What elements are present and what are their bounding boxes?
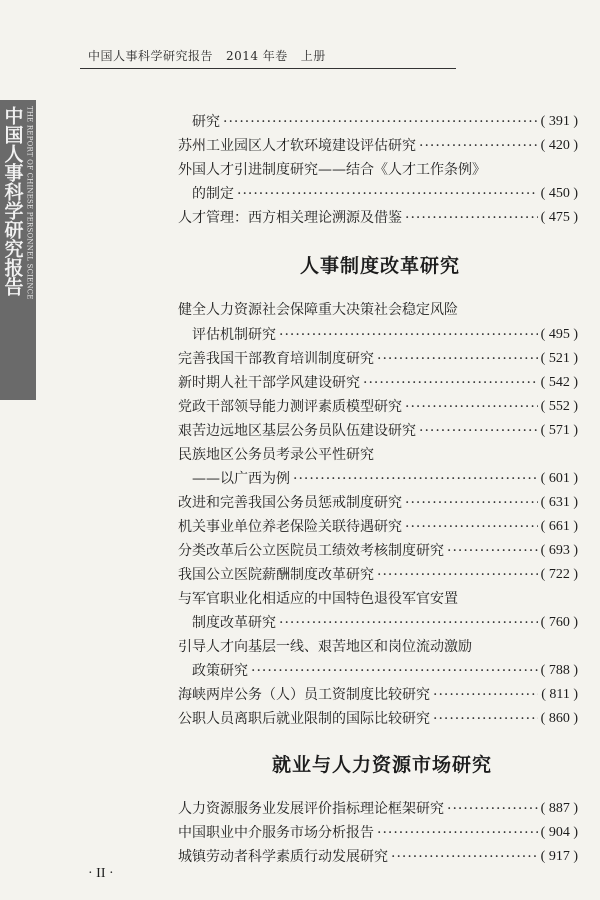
toc-entry-page: ( 887 ) — [540, 801, 578, 816]
toc-entry[interactable] — [192, 470, 578, 488]
toc-entry[interactable] — [178, 518, 578, 536]
toc-entry-title: 外国人才引进制度研究——结合《人才工作条例》 — [178, 162, 486, 178]
toc-entry-page: ( 917 ) — [540, 849, 578, 864]
toc-entry[interactable] — [178, 374, 578, 392]
toc-entry-title: 中国职业中介服务市场分析报告 — [178, 825, 374, 841]
page-number: · II · — [88, 866, 114, 881]
toc-entry[interactable] — [178, 446, 374, 464]
section-heading: 就业与人力资源市场研究 — [272, 754, 493, 776]
leader-dots — [363, 374, 538, 392]
toc-entry-title: 苏州工业园区人才软环境建设评估研究 — [178, 138, 416, 154]
toc-entry[interactable] — [192, 113, 578, 131]
toc-entry-page: ( 571 ) — [540, 423, 578, 438]
toc-entry[interactable] — [178, 800, 578, 818]
toc-entry-title: 与军官职业化相适应的中国特色退役军官安置 — [178, 591, 458, 607]
toc-entry[interactable] — [178, 638, 472, 656]
leader-dots — [419, 422, 538, 440]
leader-dots — [433, 686, 538, 704]
toc-entry-title: 引导人才向基层一线、艰苦地区和岗位流动激励 — [178, 639, 472, 655]
toc-entry-title: 人才管理：西方相关理论溯源及借鉴 — [178, 210, 402, 226]
leader-dots — [447, 800, 538, 818]
leader-dots — [377, 566, 538, 584]
toc-entry-title: 新时期人社干部学风建设研究 — [178, 375, 360, 391]
leader-dots — [293, 470, 538, 488]
toc-entry[interactable] — [192, 326, 578, 344]
leader-dots — [419, 137, 538, 155]
leader-dots — [391, 848, 538, 866]
toc-entry-title: 我国公立医院薪酬制度改革研究 — [178, 567, 374, 583]
toc-entry-page: ( 661 ) — [540, 519, 578, 534]
toc-entry[interactable] — [178, 209, 578, 227]
leader-dots — [237, 185, 538, 203]
toc-entry-title: 研究 — [192, 114, 220, 130]
toc-entry-title: ——以广西为例 — [192, 471, 290, 487]
toc-entry[interactable] — [192, 614, 578, 632]
leader-dots — [447, 542, 538, 560]
leader-dots — [377, 350, 538, 368]
side-tab-title: 中国人事科学研究报告 — [1, 106, 24, 296]
side-tab-subtitle: THE REPORT OF CHINESE PERSONNEL SCIENCE — [25, 106, 34, 300]
toc-entry[interactable] — [178, 301, 458, 319]
toc-entry[interactable] — [178, 848, 578, 866]
leader-dots — [279, 614, 538, 632]
toc-entry-title: 改进和完善我国公务员惩戒制度研究 — [178, 495, 402, 511]
toc-entry-page: ( 391 ) — [540, 114, 578, 129]
toc-entry-page: ( 722 ) — [540, 567, 578, 582]
toc-entry-page: ( 811 ) — [541, 687, 578, 702]
toc-entry[interactable] — [178, 398, 578, 416]
toc-entry[interactable] — [178, 137, 578, 155]
toc-entry[interactable] — [178, 824, 578, 842]
leader-dots — [377, 824, 538, 842]
toc-entry-title: 人力资源服务业发展评价指标理论框架研究 — [178, 801, 444, 817]
toc-entry-page: ( 420 ) — [540, 138, 578, 153]
toc-entry-page: ( 521 ) — [540, 351, 578, 366]
toc-entry-title: 的制定 — [192, 186, 234, 202]
toc-entry[interactable] — [178, 350, 578, 368]
leader-dots — [433, 710, 538, 728]
toc-entry-page: ( 475 ) — [540, 210, 578, 225]
toc-entry-page: ( 904 ) — [540, 825, 578, 840]
toc-entry-title: 艰苦边远地区基层公务员队伍建设研究 — [178, 423, 416, 439]
toc-entry-title: 城镇劳动者科学素质行动发展研究 — [178, 849, 388, 865]
toc-entry-title: 机关事业单位养老保险关联待遇研究 — [178, 519, 402, 535]
toc-entry[interactable] — [178, 422, 578, 440]
toc-entry-title: 评估机制研究 — [192, 327, 276, 343]
toc-entry[interactable] — [178, 710, 578, 728]
toc-entry-title: 健全人力资源社会保障重大决策社会稳定风险 — [178, 302, 458, 318]
toc-entry-page: ( 693 ) — [540, 543, 578, 558]
toc-entry-title: 分类改革后公立医院员工绩效考核制度研究 — [178, 543, 444, 559]
toc-entry-title: 党政干部领导能力测评素质模型研究 — [178, 399, 402, 415]
toc-entry-title: 制度改革研究 — [192, 615, 276, 631]
toc-entry[interactable] — [178, 494, 578, 512]
toc-entry-page: ( 552 ) — [540, 399, 578, 414]
section-heading: 人事制度改革研究 — [300, 255, 461, 277]
leader-dots — [405, 494, 538, 512]
toc-entry-page: ( 495 ) — [540, 327, 578, 342]
leader-dots — [223, 113, 538, 131]
toc-entry-page: ( 788 ) — [540, 663, 578, 678]
leader-dots — [279, 326, 538, 344]
toc-entry[interactable] — [178, 686, 578, 704]
toc-entry-page: ( 631 ) — [540, 495, 578, 510]
running-head: 中国人事科学研究报告 2014 年卷 上册 — [88, 49, 326, 63]
toc-entry[interactable] — [192, 662, 578, 680]
toc-entry-page: ( 760 ) — [540, 615, 578, 630]
toc-entry[interactable] — [178, 566, 578, 584]
leader-dots — [251, 662, 538, 680]
leader-dots — [405, 518, 538, 536]
toc-entry[interactable] — [192, 185, 578, 203]
toc-entry[interactable] — [178, 161, 486, 179]
toc-entry-title: 完善我国干部教育培训制度研究 — [178, 351, 374, 367]
toc-entry-title: 政策研究 — [192, 663, 248, 679]
leader-dots — [405, 398, 538, 416]
toc-entry-page: ( 450 ) — [540, 186, 578, 201]
toc-entry[interactable] — [178, 590, 458, 608]
toc-entry[interactable] — [178, 542, 578, 560]
toc-entry-title: 公职人员离职后就业限制的国际比较研究 — [178, 711, 430, 727]
toc-entry-title: 民族地区公务员考录公平性研究 — [178, 447, 374, 463]
leader-dots — [405, 209, 538, 227]
toc-entry-title: 海峡两岸公务（人）员工资制度比较研究 — [178, 687, 430, 703]
toc-entry-page: ( 542 ) — [540, 375, 578, 390]
toc-entry-page: ( 860 ) — [540, 711, 578, 726]
toc-entry-page: ( 601 ) — [540, 471, 578, 486]
